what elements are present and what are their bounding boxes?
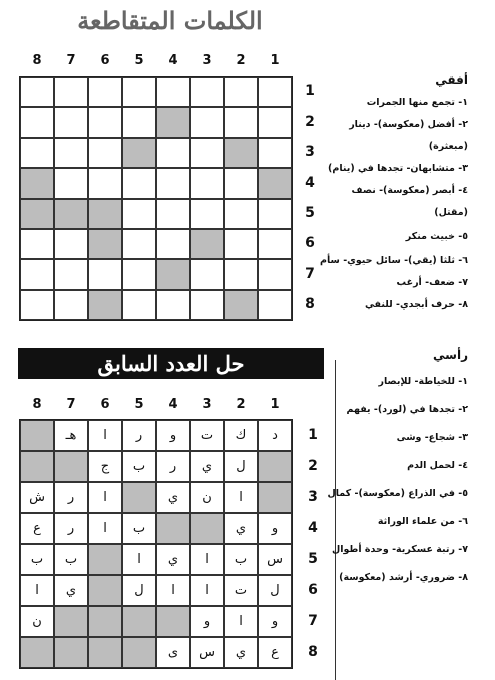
crossword-cell[interactable] xyxy=(190,168,224,199)
blocked-cell xyxy=(20,168,54,199)
crossword-cell[interactable] xyxy=(258,138,292,168)
solution-cell: س xyxy=(258,544,292,575)
solution-cell: ا xyxy=(224,606,258,637)
solution-cell: ى xyxy=(156,637,190,668)
solution-row-number: 1 xyxy=(308,426,318,443)
solution-column-number: 3 xyxy=(202,397,212,412)
solution-cell: ا xyxy=(20,575,54,606)
solution-cell: و xyxy=(258,513,292,544)
solution-column-number: 6 xyxy=(100,397,110,412)
solution-cell: و xyxy=(156,420,190,451)
blocked-cell xyxy=(258,482,292,513)
crossword-cell[interactable] xyxy=(88,168,122,199)
crossword-cell[interactable] xyxy=(122,229,156,259)
crossword-cell[interactable] xyxy=(20,259,54,290)
blocked-cell xyxy=(190,513,224,544)
crossword-cell[interactable] xyxy=(258,77,292,107)
crossword-cell[interactable] xyxy=(258,199,292,229)
blocked-cell xyxy=(190,229,224,259)
puzzle-row-number: 4 xyxy=(305,174,315,191)
crossword-cell[interactable] xyxy=(258,229,292,259)
blocked-cell xyxy=(156,513,190,544)
solution-row-number: 3 xyxy=(308,488,318,505)
across-clue: ٢- أفضل (معكوسة)- دينار xyxy=(349,119,468,130)
blocked-cell xyxy=(122,606,156,637)
down-clue: ٧- رتبة عسكرية- وحدة أطوال xyxy=(331,544,468,555)
across-clue: ٣- متشابهان- تجدها في (ينام) xyxy=(328,163,468,174)
solution-row-number: 6 xyxy=(308,581,318,598)
crossword-cell[interactable] xyxy=(54,259,88,290)
solution-cell: ي xyxy=(156,482,190,513)
crossword-cell[interactable] xyxy=(224,107,258,138)
crossword-cell[interactable] xyxy=(122,199,156,229)
solution-cell: ب xyxy=(20,544,54,575)
puzzle-row-number: 8 xyxy=(305,296,315,312)
blocked-cell xyxy=(54,606,88,637)
solution-cell: ر xyxy=(54,513,88,544)
blocked-cell xyxy=(54,451,88,482)
solution-title-banner: حل العدد السابق xyxy=(18,348,324,379)
puzzle-column-number: 2 xyxy=(236,53,246,68)
solution-column-number: 8 xyxy=(32,397,42,412)
solution-cell: ن xyxy=(20,606,54,637)
crossword-cell[interactable] xyxy=(156,77,190,107)
crossword-cell[interactable] xyxy=(54,168,88,199)
blocked-cell xyxy=(88,229,122,259)
solution-cell: ي xyxy=(54,575,88,606)
solution-cell: ب xyxy=(54,544,88,575)
down-clue: ٦- من علماء الوراثة xyxy=(377,516,468,527)
blocked-cell xyxy=(122,482,156,513)
crossword-cell[interactable] xyxy=(88,77,122,107)
crossword-cell[interactable] xyxy=(190,77,224,107)
solution-cell: ب xyxy=(224,544,258,575)
solution-cell: ا xyxy=(224,482,258,513)
solution-cell: ي xyxy=(156,544,190,575)
crossword-cell[interactable] xyxy=(156,168,190,199)
crossword-cell[interactable] xyxy=(224,199,258,229)
blocked-cell xyxy=(258,451,292,482)
solution-cell: ش xyxy=(20,482,54,513)
across-clue: ٥- خبيث منكر xyxy=(405,231,468,242)
crossword-cell[interactable] xyxy=(54,107,88,138)
crossword-cell[interactable] xyxy=(20,138,54,168)
solution-cell: ع xyxy=(20,513,54,544)
down-clue: ٢- تجدها في (لورد)- يفهم xyxy=(346,404,468,415)
blocked-cell xyxy=(54,199,88,229)
crossword-cell[interactable] xyxy=(190,290,224,320)
crossword-cell[interactable] xyxy=(54,229,88,259)
across-clue: ٨- حرف أبجدي- للنفي xyxy=(364,299,468,310)
crossword-cell[interactable] xyxy=(20,229,54,259)
solution-column-number: 1 xyxy=(270,397,280,412)
puzzle-row-number: 6 xyxy=(305,235,315,251)
solution-cell: ن xyxy=(190,482,224,513)
solution-cell: ر xyxy=(122,420,156,451)
across-clue: (مبعثرة) xyxy=(428,141,468,152)
blocked-cell xyxy=(88,290,122,320)
crossword-cell[interactable] xyxy=(258,290,292,320)
blocked-cell xyxy=(122,637,156,668)
solution-cell: ا xyxy=(156,575,190,606)
puzzle-row-number: 3 xyxy=(305,144,315,160)
blocked-cell xyxy=(156,107,190,138)
crossword-cell[interactable] xyxy=(122,259,156,290)
blocked-cell xyxy=(156,606,190,637)
crossword-cell[interactable] xyxy=(190,199,224,229)
down-clue: ٨- ضروري- أرشد (معكوسة) xyxy=(339,572,468,583)
puzzle-title: الكلمات المتقاطعة xyxy=(77,6,263,35)
crossword-cell[interactable] xyxy=(54,138,88,168)
solution-cell: ا xyxy=(88,420,122,451)
blocked-cell xyxy=(88,544,122,575)
blocked-cell xyxy=(88,199,122,229)
crossword-cell[interactable] xyxy=(122,77,156,107)
puzzle-column-number: 8 xyxy=(32,53,42,68)
solution-cell: ك xyxy=(224,420,258,451)
crossword-cell[interactable] xyxy=(54,290,88,320)
solution-row-number: 7 xyxy=(308,612,318,629)
puzzle-row-number: 2 xyxy=(305,113,315,130)
solution-cell: ل xyxy=(224,451,258,482)
solution-cell: ر xyxy=(156,451,190,482)
across-clue: ١- تجمع منها الجمرات xyxy=(366,97,468,108)
crossword-cell[interactable] xyxy=(156,199,190,229)
blocked-cell xyxy=(20,420,54,451)
solution-column-number: 2 xyxy=(236,397,246,412)
down-clue: ١- للخياطة- للإبصار xyxy=(378,376,468,387)
solution-cell: س xyxy=(190,637,224,668)
crossword-cell[interactable] xyxy=(224,229,258,259)
down-clue: ٥- في الذراع (معكوسة)- كمال xyxy=(327,488,468,499)
across-title: أفقي xyxy=(435,73,468,87)
puzzle-row-number: 7 xyxy=(305,265,315,282)
blocked-cell xyxy=(258,168,292,199)
solution-row-number: 8 xyxy=(308,643,318,660)
crossword-cell[interactable] xyxy=(156,229,190,259)
solution-row-number: 4 xyxy=(308,519,318,536)
across-clue: (مقتل) xyxy=(434,207,468,218)
crossword-cell[interactable] xyxy=(88,138,122,168)
puzzle-column-number: 1 xyxy=(270,53,280,68)
crossword-cell[interactable] xyxy=(122,168,156,199)
solution-cell: ي xyxy=(224,637,258,668)
down-clue: ٤- لحمل الدم xyxy=(407,460,468,471)
puzzle-column-number: 3 xyxy=(202,53,212,68)
crossword-cell[interactable] xyxy=(156,290,190,320)
puzzle-row-number: 1 xyxy=(305,83,315,99)
solution-cell: و xyxy=(190,606,224,637)
crossword-cell[interactable] xyxy=(224,259,258,290)
solution-cell: ب xyxy=(122,513,156,544)
blocked-cell xyxy=(224,138,258,168)
crossword-cell[interactable] xyxy=(258,107,292,138)
crossword-cell[interactable] xyxy=(224,77,258,107)
solution-cell: د xyxy=(258,420,292,451)
blocked-cell xyxy=(20,451,54,482)
solution-cell: هـ xyxy=(54,420,88,451)
solution-cell: ج xyxy=(88,451,122,482)
crossword-cell[interactable] xyxy=(88,107,122,138)
blocked-cell xyxy=(54,637,88,668)
crossword-cell[interactable] xyxy=(258,259,292,290)
solution-column-number: 7 xyxy=(66,397,76,412)
crossword-cell[interactable] xyxy=(156,138,190,168)
puzzle-column-number: 5 xyxy=(134,53,144,68)
crossword-cell[interactable] xyxy=(122,290,156,320)
blocked-cell xyxy=(122,138,156,168)
puzzle-column-number: 6 xyxy=(100,53,110,68)
solution-cell: ا xyxy=(122,544,156,575)
crossword-cell[interactable] xyxy=(20,77,54,107)
solution-cell: ل xyxy=(122,575,156,606)
solution-cell: ا xyxy=(88,482,122,513)
down-clue: ٣- شجاع- وشى xyxy=(396,432,468,443)
solution-cell: ي xyxy=(224,513,258,544)
blocked-cell xyxy=(156,259,190,290)
solution-cell: ا xyxy=(190,575,224,606)
divider-line xyxy=(335,360,336,680)
crossword-cell[interactable] xyxy=(122,107,156,138)
solution-column-number: 4 xyxy=(168,397,178,412)
crossword-cell[interactable] xyxy=(54,77,88,107)
across-clue: ٧- ضعف- أرغب xyxy=(396,277,468,288)
crossword-cell[interactable] xyxy=(88,259,122,290)
blocked-cell xyxy=(224,290,258,320)
crossword-cell[interactable] xyxy=(190,138,224,168)
blocked-cell xyxy=(88,637,122,668)
crossword-cell[interactable] xyxy=(224,168,258,199)
solution-cell: ت xyxy=(224,575,258,606)
blocked-cell xyxy=(88,575,122,606)
solution-cell: ت xyxy=(190,420,224,451)
across-clue: ٦- ثلثا (يقي)- سائل حيوي- سأم xyxy=(320,255,468,266)
puzzle-row-number: 5 xyxy=(305,205,315,221)
blocked-cell xyxy=(20,637,54,668)
puzzle-column-number: 7 xyxy=(66,53,76,68)
crossword-cell[interactable] xyxy=(190,107,224,138)
crossword-cell[interactable] xyxy=(20,107,54,138)
down-title: رأسي xyxy=(433,348,468,362)
solution-row-number: 2 xyxy=(308,457,318,474)
solution-cell: ي xyxy=(190,451,224,482)
blocked-cell xyxy=(20,199,54,229)
crossword-cell[interactable] xyxy=(20,290,54,320)
blocked-cell xyxy=(88,606,122,637)
solution-cell: ل xyxy=(258,575,292,606)
solution-cell: ع xyxy=(258,637,292,668)
puzzle-column-number: 4 xyxy=(168,53,178,68)
solution-cell: ا xyxy=(88,513,122,544)
solution-cell: و xyxy=(258,606,292,637)
solution-row-number: 5 xyxy=(308,550,318,567)
solution-cell: ب xyxy=(122,451,156,482)
across-clue: ٤- أبصر (معكوسة)- نصف xyxy=(351,185,468,196)
solution-cell: ا xyxy=(190,544,224,575)
crossword-cell[interactable] xyxy=(190,259,224,290)
solution-column-number: 5 xyxy=(134,397,144,412)
solution-cell: ر xyxy=(54,482,88,513)
